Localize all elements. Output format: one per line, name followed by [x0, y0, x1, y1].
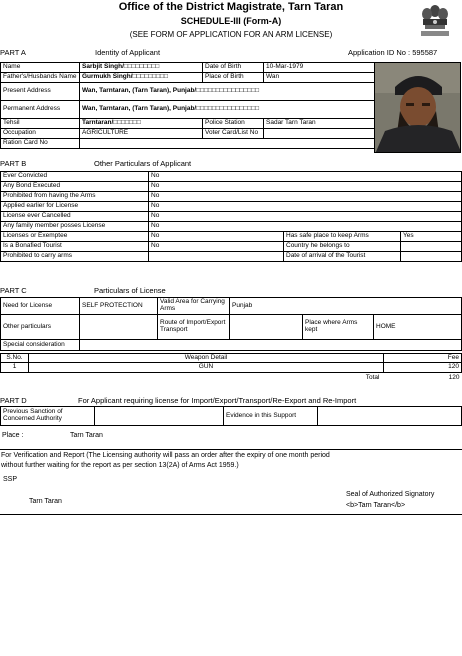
weapon-table	[0, 353, 462, 384]
safe-place-label: Has safe place to keep Arms	[284, 232, 401, 242]
particulars-table	[0, 171, 462, 262]
ration-card-label: Ration Card No	[1, 139, 80, 149]
bond-executed-label: Any Bond Executed	[1, 182, 149, 192]
weapon-sno: 1	[1, 363, 29, 373]
present-address-label: Present Address	[1, 83, 80, 101]
father-label: Father's/Husbands Name	[1, 73, 80, 83]
special-consideration-value	[80, 340, 462, 351]
ssp-label: SSP	[3, 476, 18, 483]
verification-line-2: without further waiting for the report as per section 13(2A) of Arms Act 1959.)	[1, 462, 239, 469]
permanent-address-value: Wan, Tarntaran, (Tarn Taran), Punjab/□□□□□□□□□□□□□□□□	[80, 101, 375, 119]
signatory-place: Tarn Taran	[29, 498, 62, 505]
voter-card-label: Voter Card/List No	[203, 129, 264, 139]
footer-divider	[0, 449, 462, 450]
weapon-fee: 120	[384, 363, 462, 373]
office-title: Office of the District Magistrate, Tarn Taran	[118, 1, 344, 13]
verification-line-1: For Verification and Report (The Licensing authority will pass an order after the expiry of one month period	[1, 452, 330, 459]
family-license-value: No	[149, 222, 462, 232]
arrival-date-value	[401, 252, 462, 262]
present-address-value: Wan, Tarntaran, (Tarn Taran), Punjab/□□□□□□□□□□□□□□□□	[80, 83, 375, 101]
carry-prohibited-label: Prohibited to carry arms	[1, 252, 149, 262]
need-label: Need for License	[1, 298, 80, 315]
police-station-value: Sadar Tarn Taran	[264, 119, 375, 129]
valid-area-value: Punjab	[230, 298, 462, 315]
country-label: Country he belongs to	[284, 242, 401, 252]
valid-area-label: Valid Area for Carrying Arms	[158, 298, 230, 315]
license-table	[0, 297, 462, 351]
bond-executed-value: No	[149, 182, 462, 192]
fee-header: Fee	[384, 354, 462, 363]
prohibited-label: Prohibited from having the Arms	[1, 192, 149, 202]
table-row	[1, 363, 462, 373]
tehsil-value: Tarntaran/□□□□□□□	[80, 119, 203, 129]
sanction-value	[95, 407, 224, 426]
tourist-label: Is a Bonafied Tourist	[1, 242, 149, 252]
part-c-label: PART C	[0, 286, 27, 295]
sno-header: S.No.	[1, 354, 29, 363]
bottom-divider	[0, 514, 462, 515]
part-b-label: PART B	[0, 159, 27, 168]
weapon-detail: GUN	[29, 363, 384, 373]
application-id: Application ID No : 595587	[348, 48, 438, 57]
total-label: Total	[365, 373, 380, 381]
identity-table	[0, 62, 375, 149]
occupation-label: Occupation	[1, 129, 80, 139]
place-label: Place :	[2, 432, 24, 439]
ration-card-value	[80, 139, 375, 149]
country-value	[401, 242, 462, 252]
part-d-heading: For Applicant requiring license for Import/Export/Transport/Re-Export and Re-Import	[78, 396, 357, 405]
name-value: Sarbjit Singh/□□□□□□□□□	[80, 63, 203, 73]
part-b-heading: Other Particulars of Applicant	[94, 159, 192, 168]
safe-place-value: Yes	[401, 232, 462, 242]
applied-earlier-label: Applied earlier for License	[1, 202, 149, 212]
part-c-heading: Particulars of License	[94, 286, 166, 295]
license-cancelled-value: No	[149, 212, 462, 222]
weapon-detail-header: Weapon Detail	[29, 354, 384, 363]
schedule-title: SCHEDULE-III (Form-A)	[180, 16, 282, 26]
form-subtitle: (SEE FORM OF APPLICATION FOR AN ARM LICENSE)	[129, 30, 333, 39]
special-consideration-label: Special consideration	[1, 340, 80, 351]
pob-label: Place of Birth	[203, 73, 264, 83]
name-label: Name	[1, 63, 80, 73]
need-value: SELF PROTECTION	[80, 298, 158, 315]
tourist-value: No	[149, 242, 284, 252]
ever-convicted-label: Ever Convicted	[1, 172, 149, 182]
tehsil-label: Tehsil	[1, 119, 80, 129]
evidence-value	[318, 407, 462, 426]
applicant-photo	[374, 62, 461, 153]
carry-prohibited-value	[149, 252, 284, 262]
other-particulars-label: Other particulars	[1, 315, 80, 340]
voter-card-value	[264, 129, 375, 139]
arrival-date-label: Date of arrival of the Tourist	[284, 252, 401, 262]
part-a-label: PART A	[0, 48, 26, 57]
total-value: 120	[448, 373, 460, 381]
father-value: Gurmukh Singh/□□□□□□□□□	[80, 73, 203, 83]
route-value	[230, 315, 303, 340]
dob-value: 10-Mar-1979	[264, 63, 375, 73]
applicant-photo-drawing	[375, 63, 461, 153]
part-a-heading: Identity of Applicant	[95, 48, 161, 57]
route-label: Route of Import/Export Transport	[158, 315, 230, 340]
sanction-label: Previous Sanction of Concerned Authority	[1, 407, 95, 426]
exemptee-label: Licenses or Exemptee	[1, 232, 149, 242]
pob-value: Wan	[264, 73, 375, 83]
place-kept-value: HOME	[374, 315, 462, 340]
family-license-label: Any family member posses License	[1, 222, 149, 232]
place-kept-label: Place where Arms kept	[303, 315, 374, 340]
dob-label: Date of Birth	[203, 63, 264, 73]
occupation-value: AGRICULTURE	[80, 129, 203, 139]
evidence-label: Evidence in this Support	[224, 407, 318, 426]
part-d-label: PART D	[0, 396, 27, 405]
place-value: Tarn Taran	[70, 432, 103, 439]
applied-earlier-value: No	[149, 202, 462, 212]
seal-label: Seal of Authorized Signatory	[346, 491, 435, 498]
ever-convicted-value: No	[149, 172, 462, 182]
exemptee-value: No	[149, 232, 284, 242]
permanent-address-label: Permanent Address	[1, 101, 80, 119]
prohibited-value: No	[149, 192, 462, 202]
seal-value: <b>Tarn Taran</b>	[346, 502, 406, 509]
police-station-label: Police Station	[203, 119, 264, 129]
national-emblem-icon	[416, 3, 454, 39]
license-cancelled-label: License ever Cancelled	[1, 212, 149, 222]
import-export-table	[0, 406, 462, 426]
other-particulars-value	[80, 315, 158, 340]
